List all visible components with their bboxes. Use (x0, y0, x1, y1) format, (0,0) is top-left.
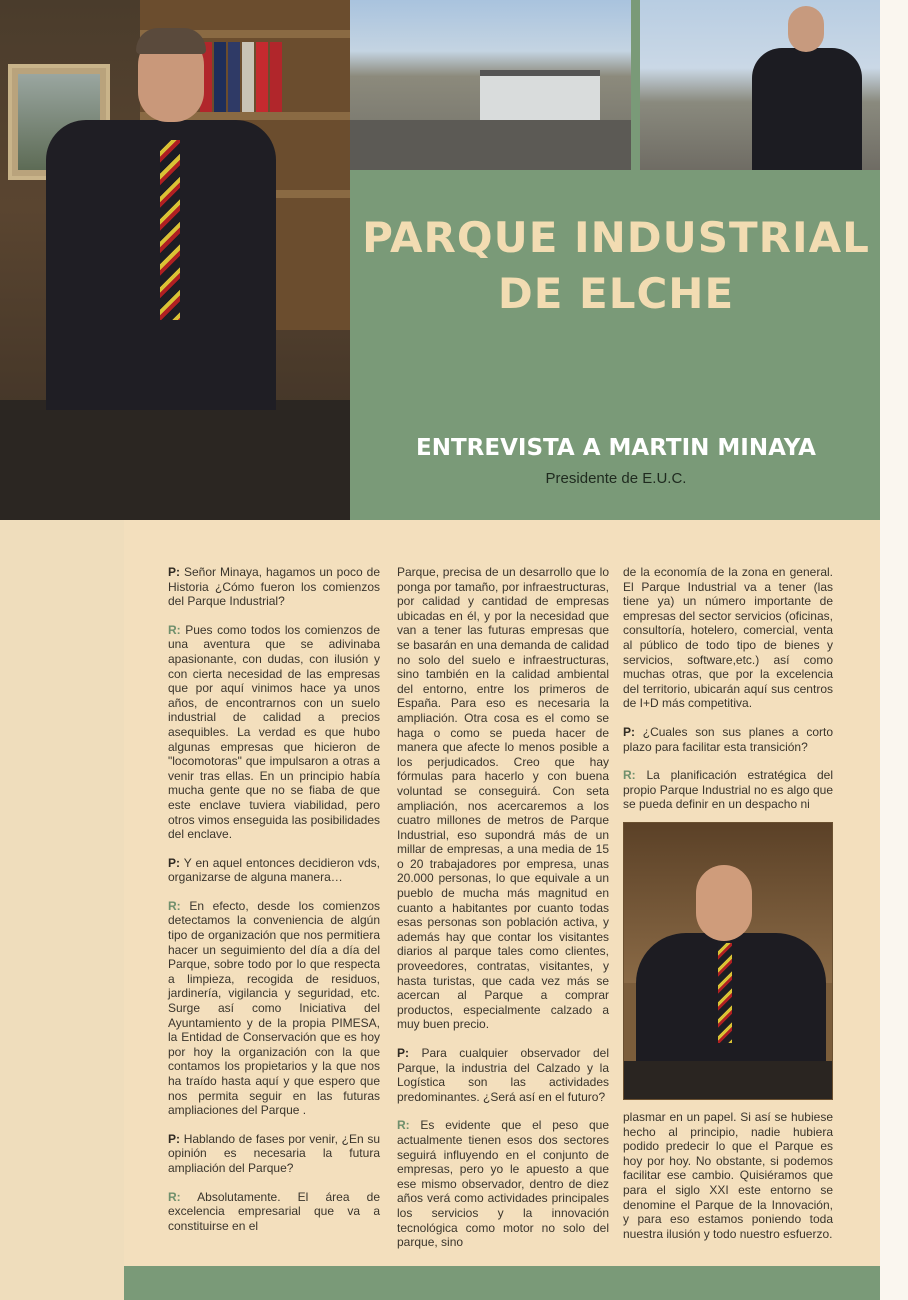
paragraph-text: Señor Minaya, hagamos un poco de Historia ¿Cómo fueron los comienzos del Parque Industrial? (168, 565, 380, 609)
speaker-label: R: (168, 898, 181, 913)
paragraph-text: Para cualquier observador del Parque, la industria del Calzado y la Logística son las actividades predominantes. ¿Será así en el futuro? (397, 1046, 609, 1104)
title-line: DE ELCHE (497, 269, 735, 318)
person-hair (136, 28, 206, 54)
binder (228, 42, 240, 112)
photo-portrait-outdoor (640, 0, 880, 170)
interview-answer (168, 623, 380, 842)
desk (0, 400, 350, 520)
paragraph-text: Hablando de fases por venir, ¿En su opinión es necesaria la futura ampliación del Parque? (168, 1131, 380, 1175)
paragraph-text: Y en aquel entonces decidieron vds, organizarse de alguna manera… (168, 855, 380, 885)
paragraph-text: La planificación estratégica del propio Parque Industrial no es algo que se pueda definir en un despacho ni (623, 768, 833, 812)
paragraph-text: En efecto, desde los comienzos detectamos la conveniencia de algún tipo de organización que nos permitiera hacer un seguimiento del día a día del Parque, sobre todo por lo que respecta a limpieza, recogida de residuos, jardinería, vigilancia y seguridad, etc. Surge así como Iniciativa del Ayuntamiento y de la propia PIMESA, la Entidad de Conservación que es hoy por hoy la organización con la que contamos los propietarios y la que nos ha traído hasta aquí y que espero que nos permita seguir en las futuras ampliaciones del Parque . (168, 898, 380, 1118)
paragraph-text: ¿Cuales son sus planes a corto plazo para facilitar esta transición? (623, 724, 833, 754)
speaker-label: R: (168, 622, 181, 637)
article-paragraph (623, 565, 833, 711)
person-head (696, 865, 752, 941)
photo-portrait-inset (623, 822, 833, 1100)
speaker-label: P: (168, 855, 180, 870)
interview-answer (397, 1118, 609, 1249)
text-column-2 (397, 565, 609, 1264)
speaker-label: P: (168, 565, 180, 579)
paragraph-text: Absolutamente. El área de excelencia empresarial que va a constituirse en el (168, 1189, 380, 1233)
interviewee-role: Presidente de E.U.C. (545, 470, 687, 487)
photo-portrait-office (0, 0, 350, 520)
binder (270, 42, 282, 112)
person-tie (718, 943, 732, 1043)
paragraph-text: plasmar en un papel. Si así se hubiese hecho al principio, nadie hubiera podido predecir lo que el Parque es hoy por hoy. No obstante, si podemos facilitar ese cambio. Quisiéramos que para el siglo XXI este entorno se denomine el Parque de la Innovación, y para eso estamos poniendo toda nuestra ilusión y todo nuestro esfuerzo. (623, 1110, 833, 1241)
paragraph-text: Pues como todos los comienzos de una aventura que se adivinaba apasionante, con dudas, con ilusión y con cierta necesidad de las empresas que por aquí vinimos hace ya unos años, de encontrarnos con un suelo industrial de calidad a precios asequibles. La verdad es que hubo algunas empresas que hicieron de "locomotoras" que impulsaron a otras a venir tras ellas. En un principio había mucha gente que no se fiaba de que este enclave tuviera viabilidad, pero otros vimos enseguida las posibilidades del enclave. (168, 622, 380, 842)
margin-shade (0, 520, 124, 1300)
interview-question (623, 725, 833, 754)
interview-answer (168, 1190, 380, 1234)
paragraph-text: Parque, precisa de un desarrollo que lo ponga por tamaño, por infraestructuras, por calidad y cantidad de empresas ubicadas en él, y por la necesidad que van a tener las futuras empresas que se basarán en una demanda de calidad no solo del suelo e infraestructuras, sino también en la calidad ambiental del entorno, entre los primeros de España. Para eso es necesaria la ampliación. Otra cosa es el como se haga o como se pueda hacer de manera que afecte lo menos posible a los perjudicados. Creo que hay fórmulas para hacerlo y con buena voluntad se conseguirá. Con seta ampliación, nos acercaremos a los cuatro millones de metros de Parque Industrial, eso supondrá más de un millar de empresas, a una media de 15 o 20 trabajadores por empresa, unas 20.000 personas, lo que equivale a un pueblo de mucha más magnitud en cuanto a habitantes por cuanto todas esas personas son población activa, y además hay que contar los visitantes diarios al parque tales como clientes, proveedores, contratas, visitantes, y hasta turistas, que cada vez más se acercan al Parque a comprar productos, especialmente calzado a muy buen precio. (397, 565, 609, 1032)
right-margin (880, 0, 908, 1300)
photo-industrial-park (350, 0, 631, 170)
speaker-label: R: (397, 1118, 410, 1133)
article-subtitle: ENTREVISTA A MARTIN MINAYA (416, 435, 816, 461)
speaker-label: P: (623, 724, 635, 739)
binder (256, 42, 268, 112)
text-column-3 (623, 565, 833, 826)
paragraph-text: Es evidente que el peso que actualmente tienen esos dos sectores seguirá influyendo en el conjunto de empresas, pero yo le apuesto a que ese mismo observador, dentro de diez años verá como actividades principales los servicios y la innovación tecnológica como motor no solo del parque, sino (397, 1118, 609, 1250)
title-line: PARQUE INDUSTRIAL (362, 213, 870, 262)
interview-answer (623, 768, 833, 812)
interview-question (168, 565, 380, 609)
interview-question (168, 1132, 380, 1176)
person-head (788, 6, 824, 52)
speaker-label: P: (397, 1046, 409, 1060)
article-paragraph (397, 565, 609, 1032)
paragraph-text: de la economía de la zona en general. El Parque Industrial va a tener (las tiene ya) un número importante de empresas del sector servicios (oficinas, consultoría, hotelero, comercial, venta al público de todo tipo de bienes y servicios, software,etc.) así como muchas otras, que por la excelencia del territorio, ubicarán aquí sus centros de I+D más competitiva. (623, 565, 833, 711)
desk (624, 1061, 833, 1100)
speaker-label: R: (623, 768, 636, 783)
road (350, 120, 631, 170)
person-tie (160, 140, 180, 320)
interview-question (168, 856, 380, 885)
text-column-1 (168, 565, 380, 1247)
binder (242, 42, 254, 112)
footer-bar (124, 1266, 880, 1300)
person-suit (752, 48, 862, 170)
factory-building (480, 70, 600, 126)
binder (214, 42, 226, 112)
interview-question (397, 1046, 609, 1104)
green-divider (631, 0, 640, 170)
interview-answer (168, 899, 380, 1118)
speaker-label: R: (168, 1189, 181, 1204)
article-paragraph (623, 1110, 833, 1241)
speaker-label: P: (168, 1131, 180, 1146)
text-column-3-continued (623, 1110, 833, 1255)
article-title (360, 210, 872, 322)
